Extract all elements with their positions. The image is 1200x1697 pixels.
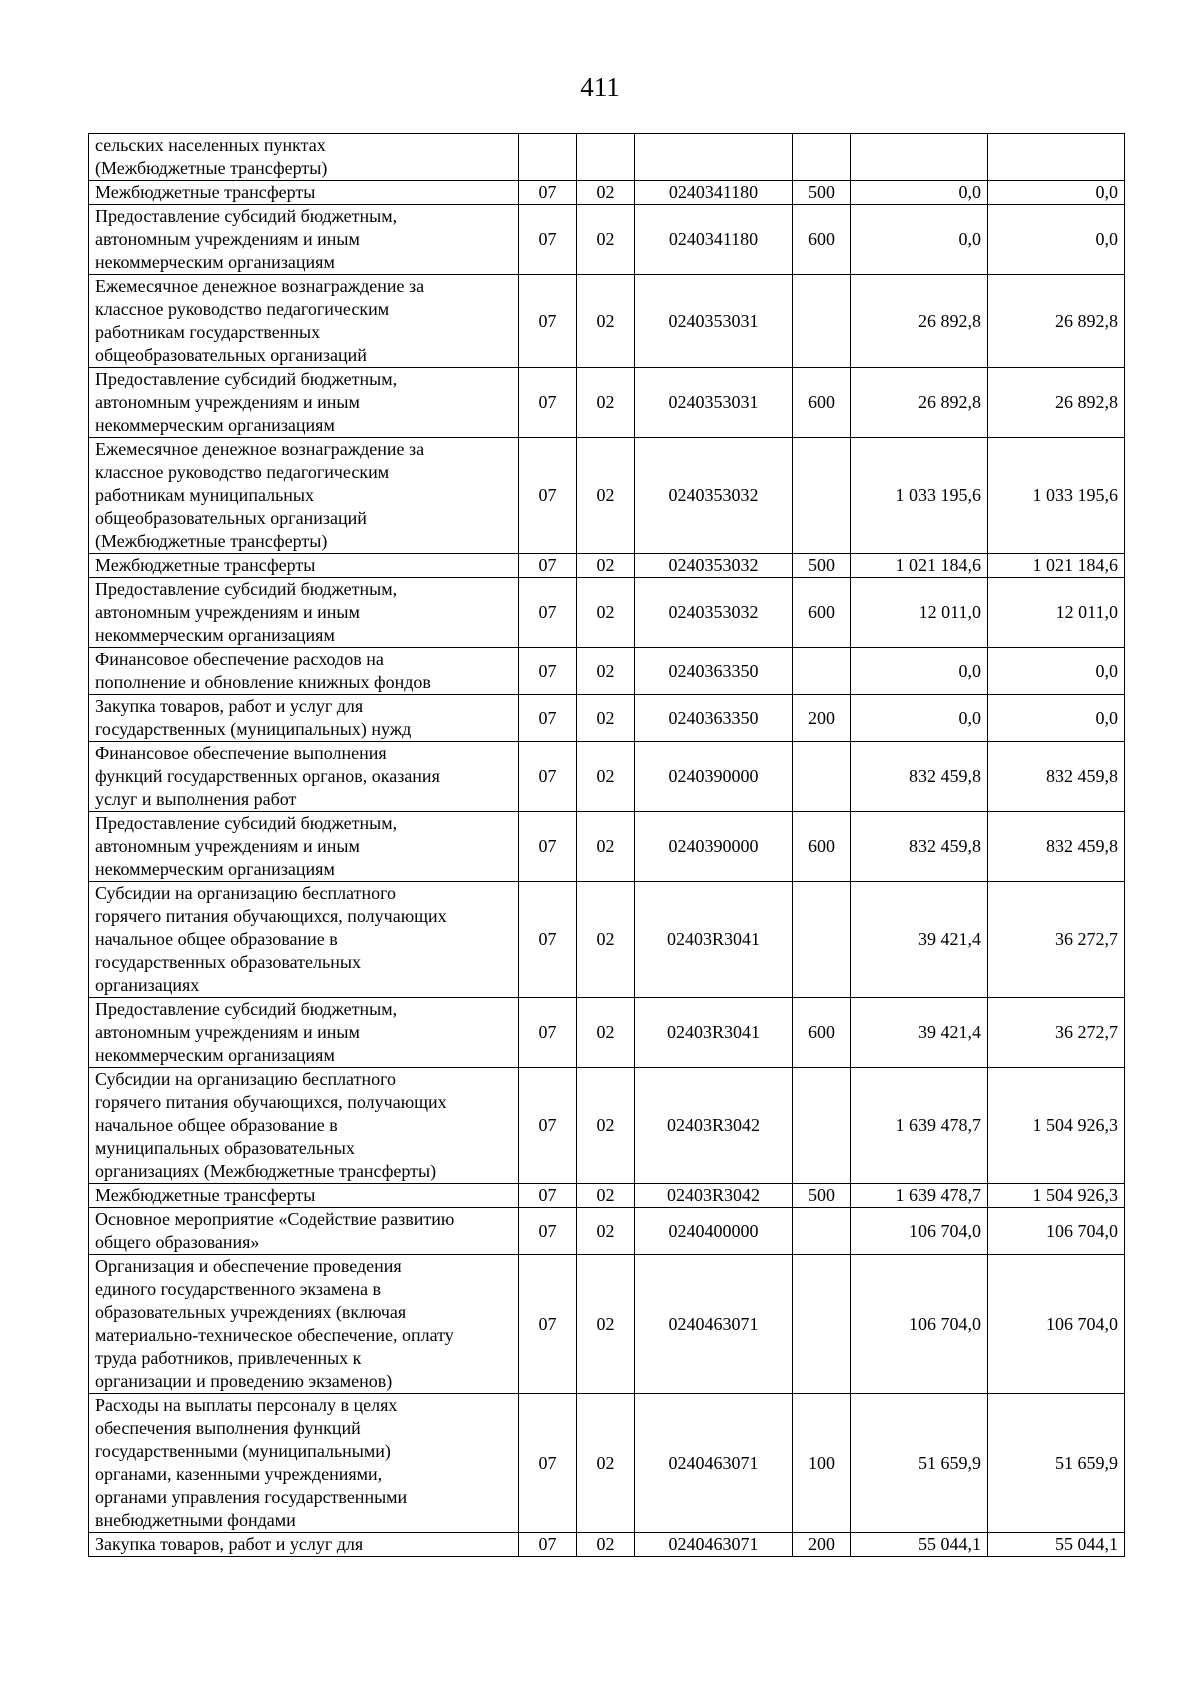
target-article-code: 0240390000 xyxy=(635,812,793,882)
amount-year-2: 106 704,0 xyxy=(988,1255,1125,1394)
description-line: общего образования» xyxy=(95,1232,260,1252)
amount-year-1: 39 421,4 xyxy=(851,998,988,1068)
target-article-code: 02403R3042 xyxy=(635,1184,793,1208)
description-line: образовательных учреждениях (включая xyxy=(95,1302,407,1322)
description-line: общеобразовательных организаций xyxy=(95,345,367,365)
description-line: государственными (муниципальными) xyxy=(95,1441,391,1461)
amount-year-1: 0,0 xyxy=(851,648,988,695)
table-row xyxy=(89,695,1125,742)
description-line: обеспечения выполнения функций xyxy=(95,1418,361,1438)
amount-year-2: 36 272,7 xyxy=(988,998,1125,1068)
amount-year-2: 0,0 xyxy=(988,205,1125,275)
amount-year-2 xyxy=(988,134,1125,181)
section-code: 07 xyxy=(519,438,577,554)
subsection-code: 02 xyxy=(577,181,635,205)
description-line: Предоставление субсидий бюджетным, xyxy=(95,206,398,226)
description-line: Организация и обеспечение проведения xyxy=(95,1256,402,1276)
expense-type-code: 600 xyxy=(793,578,851,648)
section-code: 07 xyxy=(519,181,577,205)
description-line: начальное общее образование в xyxy=(95,1115,338,1135)
amount-year-1 xyxy=(851,134,988,181)
description-line: труда работников, привлеченных к xyxy=(95,1348,362,1368)
description-line: Закупка товаров, работ и услуг для xyxy=(95,696,364,716)
description-line: классное руководство педагогическим xyxy=(95,299,390,319)
amount-year-2: 832 459,8 xyxy=(988,742,1125,812)
description-line: муниципальных образовательных xyxy=(95,1138,355,1158)
subsection-code: 02 xyxy=(577,882,635,998)
description-line: работникам муниципальных xyxy=(95,485,315,505)
amount-year-2: 55 044,1 xyxy=(988,1533,1125,1557)
target-article-code: 0240353032 xyxy=(635,438,793,554)
expense-type-code xyxy=(793,648,851,695)
expense-type-code: 600 xyxy=(793,205,851,275)
description-line: Предоставление субсидий бюджетным, xyxy=(95,813,398,833)
expense-type-code: 500 xyxy=(793,1184,851,1208)
target-article-code: 0240353032 xyxy=(635,578,793,648)
description-line: Субсидии на организацию бесплатного xyxy=(95,1069,397,1089)
subsection-code: 02 xyxy=(577,1533,635,1557)
amount-year-1: 0,0 xyxy=(851,205,988,275)
amount-year-2: 1 021 184,6 xyxy=(988,554,1125,578)
amount-year-2: 106 704,0 xyxy=(988,1208,1125,1255)
section-code: 07 xyxy=(519,1394,577,1533)
table-row xyxy=(89,882,1125,998)
subsection-code: 02 xyxy=(577,554,635,578)
page-number: 411 xyxy=(580,72,620,102)
amount-year-1: 0,0 xyxy=(851,695,988,742)
table-row xyxy=(89,578,1125,648)
expense-description xyxy=(89,742,519,812)
amount-year-2: 36 272,7 xyxy=(988,882,1125,998)
table-row xyxy=(89,438,1125,554)
table-row xyxy=(89,648,1125,695)
amount-year-1: 106 704,0 xyxy=(851,1255,988,1394)
section-code: 07 xyxy=(519,1533,577,1557)
expense-description xyxy=(89,554,519,578)
description-line: Закупка товаров, работ и услуг для xyxy=(95,1534,364,1554)
amount-year-1: 832 459,8 xyxy=(851,742,988,812)
subsection-code: 02 xyxy=(577,742,635,812)
expense-description xyxy=(89,1068,519,1184)
description-line: материально-техническое обеспечение, оплату xyxy=(95,1325,454,1345)
description-line: Предоставление субсидий бюджетным, xyxy=(95,999,398,1019)
description-line: Субсидии на организацию бесплатного xyxy=(95,883,397,903)
expense-type-code xyxy=(793,742,851,812)
description-line: Основное мероприятие «Содействие развитию xyxy=(95,1209,455,1229)
description-line: горячего питания обучающихся, получающих xyxy=(95,1092,447,1112)
section-code: 07 xyxy=(519,812,577,882)
subsection-code: 02 xyxy=(577,1184,635,1208)
expense-type-code: 200 xyxy=(793,695,851,742)
section-code: 07 xyxy=(519,578,577,648)
description-line: организации и проведению экзаменов) xyxy=(95,1371,393,1391)
amount-year-1: 1 033 195,6 xyxy=(851,438,988,554)
amount-year-1: 39 421,4 xyxy=(851,882,988,998)
expense-description xyxy=(89,1184,519,1208)
subsection-code: 02 xyxy=(577,368,635,438)
subsection-code: 02 xyxy=(577,1255,635,1394)
amount-year-2: 26 892,8 xyxy=(988,275,1125,368)
expense-type-code xyxy=(793,1208,851,1255)
table-row xyxy=(89,275,1125,368)
amount-year-1: 26 892,8 xyxy=(851,275,988,368)
section-code: 07 xyxy=(519,882,577,998)
target-article-code: 0240363350 xyxy=(635,695,793,742)
target-article-code: 0240353031 xyxy=(635,275,793,368)
table-body xyxy=(89,134,1125,1557)
description-line: классное руководство педагогическим xyxy=(95,462,390,482)
expense-type-code xyxy=(793,882,851,998)
description-line: некоммерческим организациям xyxy=(95,252,335,272)
description-line: Межбюджетные трансферты xyxy=(95,182,316,202)
description-line: общеобразовательных организаций xyxy=(95,508,367,528)
expense-description xyxy=(89,205,519,275)
amount-year-2: 0,0 xyxy=(988,695,1125,742)
expense-description xyxy=(89,1208,519,1255)
table-row xyxy=(89,1255,1125,1394)
amount-year-2: 0,0 xyxy=(988,648,1125,695)
description-line: некоммерческим организациям xyxy=(95,415,335,435)
description-line: государственных (муниципальных) нужд xyxy=(95,719,412,739)
section-code: 07 xyxy=(519,742,577,812)
description-line: Предоставление субсидий бюджетным, xyxy=(95,369,398,389)
target-article-code: 0240353032 xyxy=(635,554,793,578)
description-line: автономным учреждениям и иным xyxy=(95,1022,360,1042)
expense-type-code: 500 xyxy=(793,554,851,578)
target-article-code: 0240341180 xyxy=(635,181,793,205)
amount-year-1: 55 044,1 xyxy=(851,1533,988,1557)
description-line: Предоставление субсидий бюджетным, xyxy=(95,579,398,599)
expense-description xyxy=(89,812,519,882)
section-code: 07 xyxy=(519,554,577,578)
expense-type-code xyxy=(793,1255,851,1394)
description-line: некоммерческим организациям xyxy=(95,625,335,645)
description-line: Финансовое обеспечение выполнения xyxy=(95,743,387,763)
description-line: горячего питания обучающихся, получающих xyxy=(95,906,447,926)
amount-year-2: 12 011,0 xyxy=(988,578,1125,648)
amount-year-2: 832 459,8 xyxy=(988,812,1125,882)
description-line: внебюджетными фондами xyxy=(95,1510,296,1530)
description-line: Финансовое обеспечение расходов на xyxy=(95,649,384,669)
expense-type-code xyxy=(793,134,851,181)
amount-year-1: 12 011,0 xyxy=(851,578,988,648)
description-line: автономным учреждениям и иным xyxy=(95,602,360,622)
description-line: некоммерческим организациям xyxy=(95,859,335,879)
subsection-code: 02 xyxy=(577,998,635,1068)
table-row xyxy=(89,1068,1125,1184)
subsection-code: 02 xyxy=(577,1208,635,1255)
target-article-code: 0240463071 xyxy=(635,1533,793,1557)
description-line: Расходы на выплаты персоналу в целях xyxy=(95,1395,398,1415)
amount-year-1: 26 892,8 xyxy=(851,368,988,438)
subsection-code: 02 xyxy=(577,275,635,368)
expense-description xyxy=(89,1255,519,1394)
description-line: пополнение и обновление книжных фондов xyxy=(95,672,431,692)
subsection-code: 02 xyxy=(577,578,635,648)
target-article-code: 0240353031 xyxy=(635,368,793,438)
expense-description xyxy=(89,695,519,742)
expense-type-code xyxy=(793,438,851,554)
description-line: органами, казенными учреждениями, xyxy=(95,1464,383,1484)
expense-type-code xyxy=(793,1068,851,1184)
section-code xyxy=(519,134,577,181)
amount-year-1: 0,0 xyxy=(851,181,988,205)
expense-type-code: 200 xyxy=(793,1533,851,1557)
description-line: Межбюджетные трансферты xyxy=(95,555,316,575)
section-code: 07 xyxy=(519,1184,577,1208)
table-row xyxy=(89,742,1125,812)
table-row xyxy=(89,1208,1125,1255)
section-code: 07 xyxy=(519,1208,577,1255)
expense-type-code: 100 xyxy=(793,1394,851,1533)
description-line: (Межбюджетные трансферты) xyxy=(95,158,328,178)
table-row xyxy=(89,554,1125,578)
description-line: работникам государственных xyxy=(95,322,321,342)
expense-type-code: 600 xyxy=(793,812,851,882)
expense-description xyxy=(89,368,519,438)
target-article-code: 02403R3042 xyxy=(635,1068,793,1184)
description-line: автономным учреждениям и иным xyxy=(95,392,360,412)
expense-type-code: 600 xyxy=(793,998,851,1068)
description-line: (Межбюджетные трансферты) xyxy=(95,531,328,551)
expense-description xyxy=(89,998,519,1068)
table-row xyxy=(89,181,1125,205)
expense-description xyxy=(89,275,519,368)
description-line: автономным учреждениям и иным xyxy=(95,229,360,249)
description-line: государственных образовательных xyxy=(95,952,361,972)
amount-year-2: 1 504 926,3 xyxy=(988,1184,1125,1208)
expense-description xyxy=(89,882,519,998)
description-line: организациях (Межбюджетные трансферты) xyxy=(95,1161,437,1181)
table-row xyxy=(89,998,1125,1068)
table-row xyxy=(89,205,1125,275)
target-article-code: 0240400000 xyxy=(635,1208,793,1255)
section-code: 07 xyxy=(519,998,577,1068)
target-article-code: 0240463071 xyxy=(635,1255,793,1394)
budget-table xyxy=(88,133,1125,1557)
section-code: 07 xyxy=(519,1255,577,1394)
amount-year-2: 0,0 xyxy=(988,181,1125,205)
expense-type-code xyxy=(793,275,851,368)
amount-year-1: 1 639 478,7 xyxy=(851,1068,988,1184)
section-code: 07 xyxy=(519,695,577,742)
description-line: организациях xyxy=(95,975,200,995)
description-line: некоммерческим организациям xyxy=(95,1045,335,1065)
section-code: 07 xyxy=(519,205,577,275)
subsection-code: 02 xyxy=(577,812,635,882)
expense-description xyxy=(89,1394,519,1533)
table-row xyxy=(89,1533,1125,1557)
expense-description xyxy=(89,134,519,181)
description-line: органами управления государственными xyxy=(95,1487,408,1507)
target-article-code: 0240463071 xyxy=(635,1394,793,1533)
amount-year-1: 832 459,8 xyxy=(851,812,988,882)
description-line: Межбюджетные трансферты xyxy=(95,1185,316,1205)
table-row xyxy=(89,368,1125,438)
description-line: единого государственного экзамена в xyxy=(95,1279,382,1299)
subsection-code: 02 xyxy=(577,205,635,275)
expense-description xyxy=(89,438,519,554)
table-row xyxy=(89,1394,1125,1533)
amount-year-1: 1 021 184,6 xyxy=(851,554,988,578)
target-article-code: 02403R3041 xyxy=(635,998,793,1068)
description-line: Ежемесячное денежное вознаграждение за xyxy=(95,276,425,296)
expense-type-code: 600 xyxy=(793,368,851,438)
amount-year-1: 106 704,0 xyxy=(851,1208,988,1255)
table-row xyxy=(89,134,1125,181)
description-line: автономным учреждениям и иным xyxy=(95,836,360,856)
expense-description xyxy=(89,578,519,648)
amount-year-1: 51 659,9 xyxy=(851,1394,988,1533)
section-code: 07 xyxy=(519,648,577,695)
section-code: 07 xyxy=(519,368,577,438)
subsection-code: 02 xyxy=(577,648,635,695)
amount-year-2: 1 033 195,6 xyxy=(988,438,1125,554)
table-row xyxy=(89,812,1125,882)
description-line: услуг и выполнения работ xyxy=(95,789,297,809)
amount-year-2: 26 892,8 xyxy=(988,368,1125,438)
expense-type-code: 500 xyxy=(793,181,851,205)
description-line: функций государственных органов, оказания xyxy=(95,766,440,786)
expense-description xyxy=(89,648,519,695)
expense-description xyxy=(89,181,519,205)
subsection-code xyxy=(577,134,635,181)
target-article-code: 02403R3041 xyxy=(635,882,793,998)
amount-year-2: 51 659,9 xyxy=(988,1394,1125,1533)
target-article-code: 0240363350 xyxy=(635,648,793,695)
description-line: начальное общее образование в xyxy=(95,929,338,949)
amount-year-2: 1 504 926,3 xyxy=(988,1068,1125,1184)
description-line: сельских населенных пунктах xyxy=(95,135,326,155)
subsection-code: 02 xyxy=(577,1068,635,1184)
target-article-code xyxy=(635,134,793,181)
amount-year-1: 1 639 478,7 xyxy=(851,1184,988,1208)
description-line: Ежемесячное денежное вознаграждение за xyxy=(95,439,425,459)
subsection-code: 02 xyxy=(577,438,635,554)
target-article-code: 0240341180 xyxy=(635,205,793,275)
section-code: 07 xyxy=(519,275,577,368)
section-code: 07 xyxy=(519,1068,577,1184)
subsection-code: 02 xyxy=(577,695,635,742)
expense-description xyxy=(89,1533,519,1557)
subsection-code: 02 xyxy=(577,1394,635,1533)
target-article-code: 0240390000 xyxy=(635,742,793,812)
table-row xyxy=(89,1184,1125,1208)
